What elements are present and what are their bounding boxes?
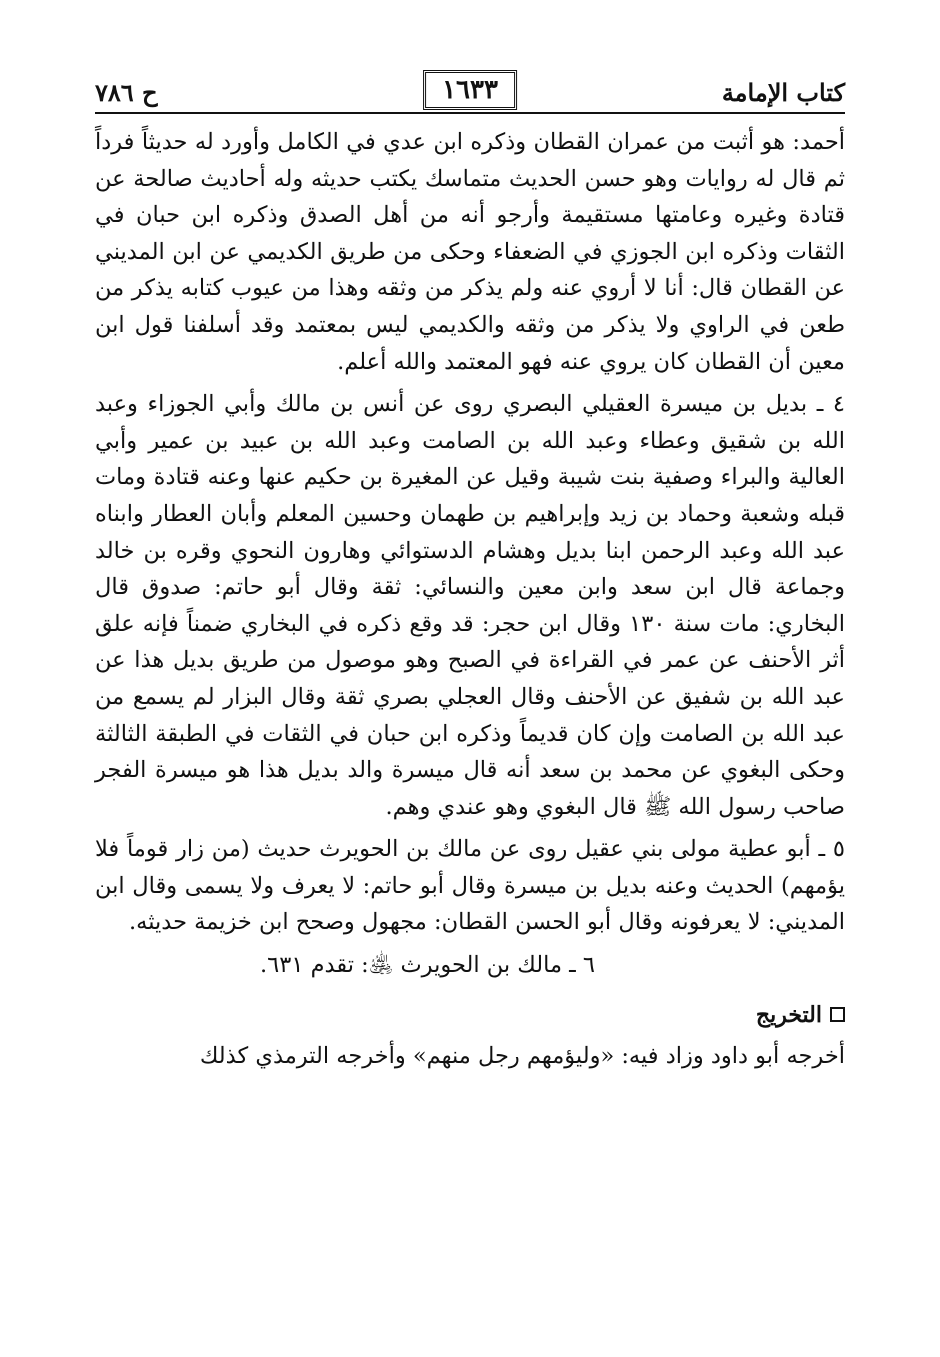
paragraph-1: أحمد: هو أثبت من عمران القطان وذكره ابن عدي في الكامل وأورد له حديثاً فرداً ثم قال له روايات وهو حسن الحديث متماسك يكتب حديثه وله أحاديث صالحة عن قتادة وغيره وعامتها مستقيمة وأرجو أنه من أهل الصدق وذكره ابن حبان في الثقات وذكره ابن الجوزي في الضعفاء وحكى من طريق الكديمي عن ابن المديني عن القطان قال: أنا لا أروي عنه ولم يذكر من وثقه وهذا من عيوب كتابه يذكر من طعن في الراوي ولا يذكر من وثقه والكديمي ليس بمعتمد وقد أسلفنا قول ابن معين أن القطان كان يروي عنه فهو المعتمد والله أعلم. (95, 129, 845, 375)
header-rule (95, 112, 845, 114)
page-number: ١٦٣٣ (423, 70, 517, 110)
takhrij-heading (95, 1002, 845, 1028)
hadith-reference: ح ٧٨٦ (95, 78, 158, 107)
square-bullet-icon (830, 1007, 845, 1022)
takhrij-text: أخرجه أبو داود وزاد فيه: «وليؤمهم رجل منهم» وأخرجه الترمذي كذلك (199, 1042, 845, 1069)
paragraph-2: ٤ ـ بديل بن ميسرة العقيلي البصري روى عن أنس بن مالك وأبي الجوزاء وعبد الله بن شقيق وعطاء وعبد الله بن الصامت وعبد الله بن عبيد بن عمير وأبي العالية والبراء وصفية بنت شيبة وقيل عن المغيرة بن حكيم عنها وعنه قتادة ومات قبله وشعبة وحماد بن زيد وإبراهيم بن طهمان وحسين المعلم وأبان العطار وابناه عبد الله وعبد الرحمن ابنا بديل وهشام الدستوائي وهارون النحوي وقره بن خالد وجماعة قال ابن سعد وابن معين والنسائي: ثقة وقال أبو حاتم: صدوق قال البخاري: مات سنة ١٣٠ وقال ابن حجر: قد وقع ذكره في البخاري ضمناً فإنه علق أثر الأحنف عن عمر في القراءة في الصبح وهو موصول من طريق بديل هذا عن عبد الله بن شفيق عن الأحنف وقال العجلي بصري ثقة وقال البزار لم يسمع من عبد الله بن الصامت وإن كان قديماً وذكره ابن حبان في الثقات في الطبقة الثالثة وحكى البغوي عن محمد بن سعد أنه قال ميسرة والد بديل هذا هو ميسرة الفجر صاحب رسول الله ﷺ قال البغوي وهو عندي وهم. (95, 391, 845, 820)
page (95, 70, 845, 1074)
takhrij-heading-label: التخريج (755, 1001, 822, 1028)
book-title: كتاب الإمامة (721, 78, 845, 107)
body-text (95, 124, 845, 984)
paragraph-3: ٥ ـ أبو عطية مولى بني عقيل روى عن مالك بن الحويرث حديث (من زار قوماً فلا يؤمهم) الحديث وعنه بديل بن ميسرة وقال أبو حاتم: لا يعرف ولا يسمى وقال ابن المديني: لا يعرفونه وقال أبو الحسن القطان: مجهول وصحح ابن خزيمة حديثه. (95, 836, 845, 936)
running-header (95, 70, 845, 114)
paragraph-4: ٦ ـ مالك بن الحويرث ﵁: تقدم ٦٣١. (260, 952, 595, 979)
